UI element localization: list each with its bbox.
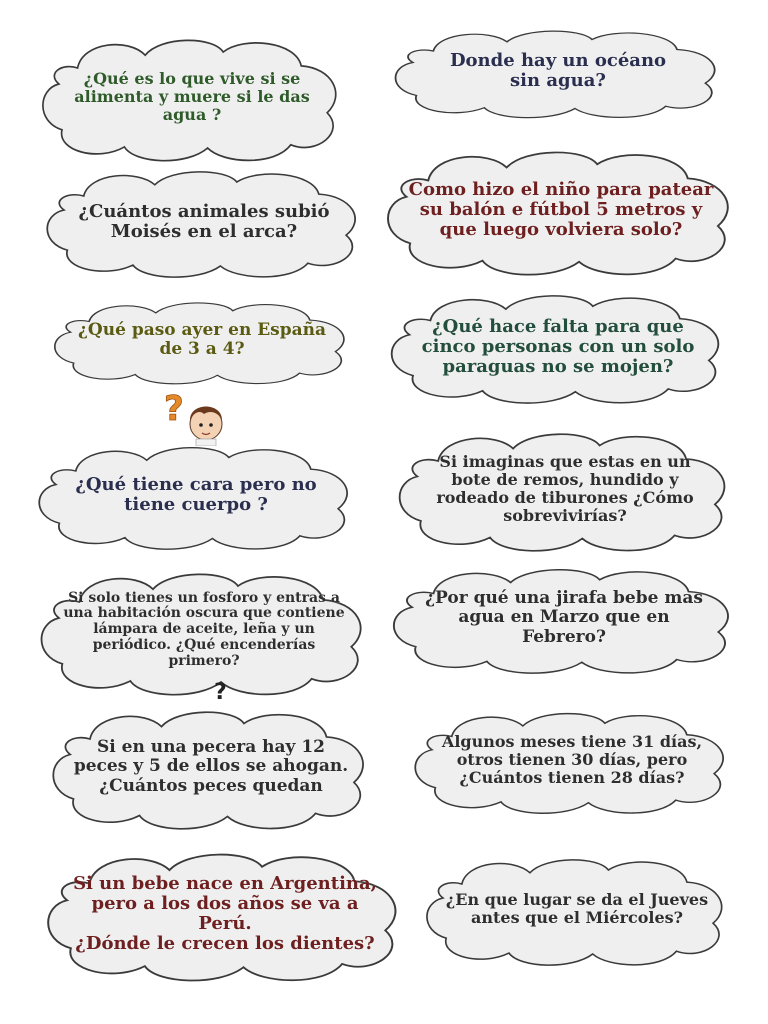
question-girl-illustration bbox=[160, 384, 230, 446]
riddle-cloud-13 bbox=[40, 850, 410, 984]
riddle-text: Si en una pecera hay 12 peces y 5 de ellos se ahogan. ¿Cuántos peces quedan bbox=[73, 737, 349, 796]
riddle-text: Donde hay un océano sin agua? bbox=[449, 49, 667, 91]
girl-face-icon bbox=[160, 384, 230, 446]
riddle-cloud-11 bbox=[46, 708, 376, 832]
riddle-text: ¿Por qué una jirafa bebe mas agua en Marzo que en Febrero? bbox=[425, 588, 703, 647]
riddle-text: ¿Qué hace falta para que cinco personas con un solo paraguas no se mojen? bbox=[421, 315, 695, 378]
riddle-cloud-12 bbox=[408, 710, 736, 816]
riddle-text: Si un bebe nace en Argentina, pero a los dos años se va a Perú. ¿Dónde le crecen los dientes? bbox=[73, 872, 377, 955]
riddle-text: ¿En que lugar se da el Jueves antes que el Miércoles? bbox=[445, 890, 709, 927]
riddle-cloud-5 bbox=[48, 300, 356, 386]
riddle-cloud-7 bbox=[32, 444, 360, 552]
riddle-cloud-10 bbox=[386, 566, 742, 676]
riddle-cloud-1 bbox=[36, 36, 348, 164]
riddle-text: Como hizo el niño para patear su balón e fútbol 5 metros y que luego volviera solo? bbox=[408, 178, 714, 241]
riddle-text: ¿Qué es lo que vive si se alimenta y muere si le das agua ? bbox=[74, 69, 310, 124]
riddle-text: Si imaginas que estas en un bote de remos, hundido y rodeado de tiburones ¿Cómo sobrevivirías? bbox=[436, 452, 694, 525]
riddle-text: ¿Qué tiene cara pero no tiene cuerpo ? bbox=[75, 473, 317, 515]
riddle-text: Si solo tienes un fosforo y entras a una habitación oscura que contiene lámpara de aceite, leña y un periódico. ¿Qué encenderías primero? bbox=[63, 589, 345, 669]
riddle-cloud-6 bbox=[384, 292, 732, 406]
riddle-cloud-14 bbox=[420, 856, 734, 968]
question-mark-icon: ? bbox=[164, 389, 184, 429]
riddle-cloud-8 bbox=[392, 430, 738, 554]
riddle-cloud-9 bbox=[34, 570, 374, 698]
riddle-cloud-4 bbox=[380, 148, 742, 278]
riddle-text: Algunos meses tiene 31 días, otros tienen 30 días, pero ¿Cuántos tienen 28 días? bbox=[441, 732, 703, 787]
small-question-mark-icon: ? bbox=[214, 680, 227, 705]
riddle-cloud-2 bbox=[388, 28, 728, 120]
riddle-cloud-3 bbox=[40, 168, 368, 280]
riddle-text: ¿Qué paso ayer en España de 3 a 4? bbox=[77, 319, 327, 359]
riddle-text: ¿Cuántos animales subió Moisés en el arca? bbox=[78, 200, 330, 242]
